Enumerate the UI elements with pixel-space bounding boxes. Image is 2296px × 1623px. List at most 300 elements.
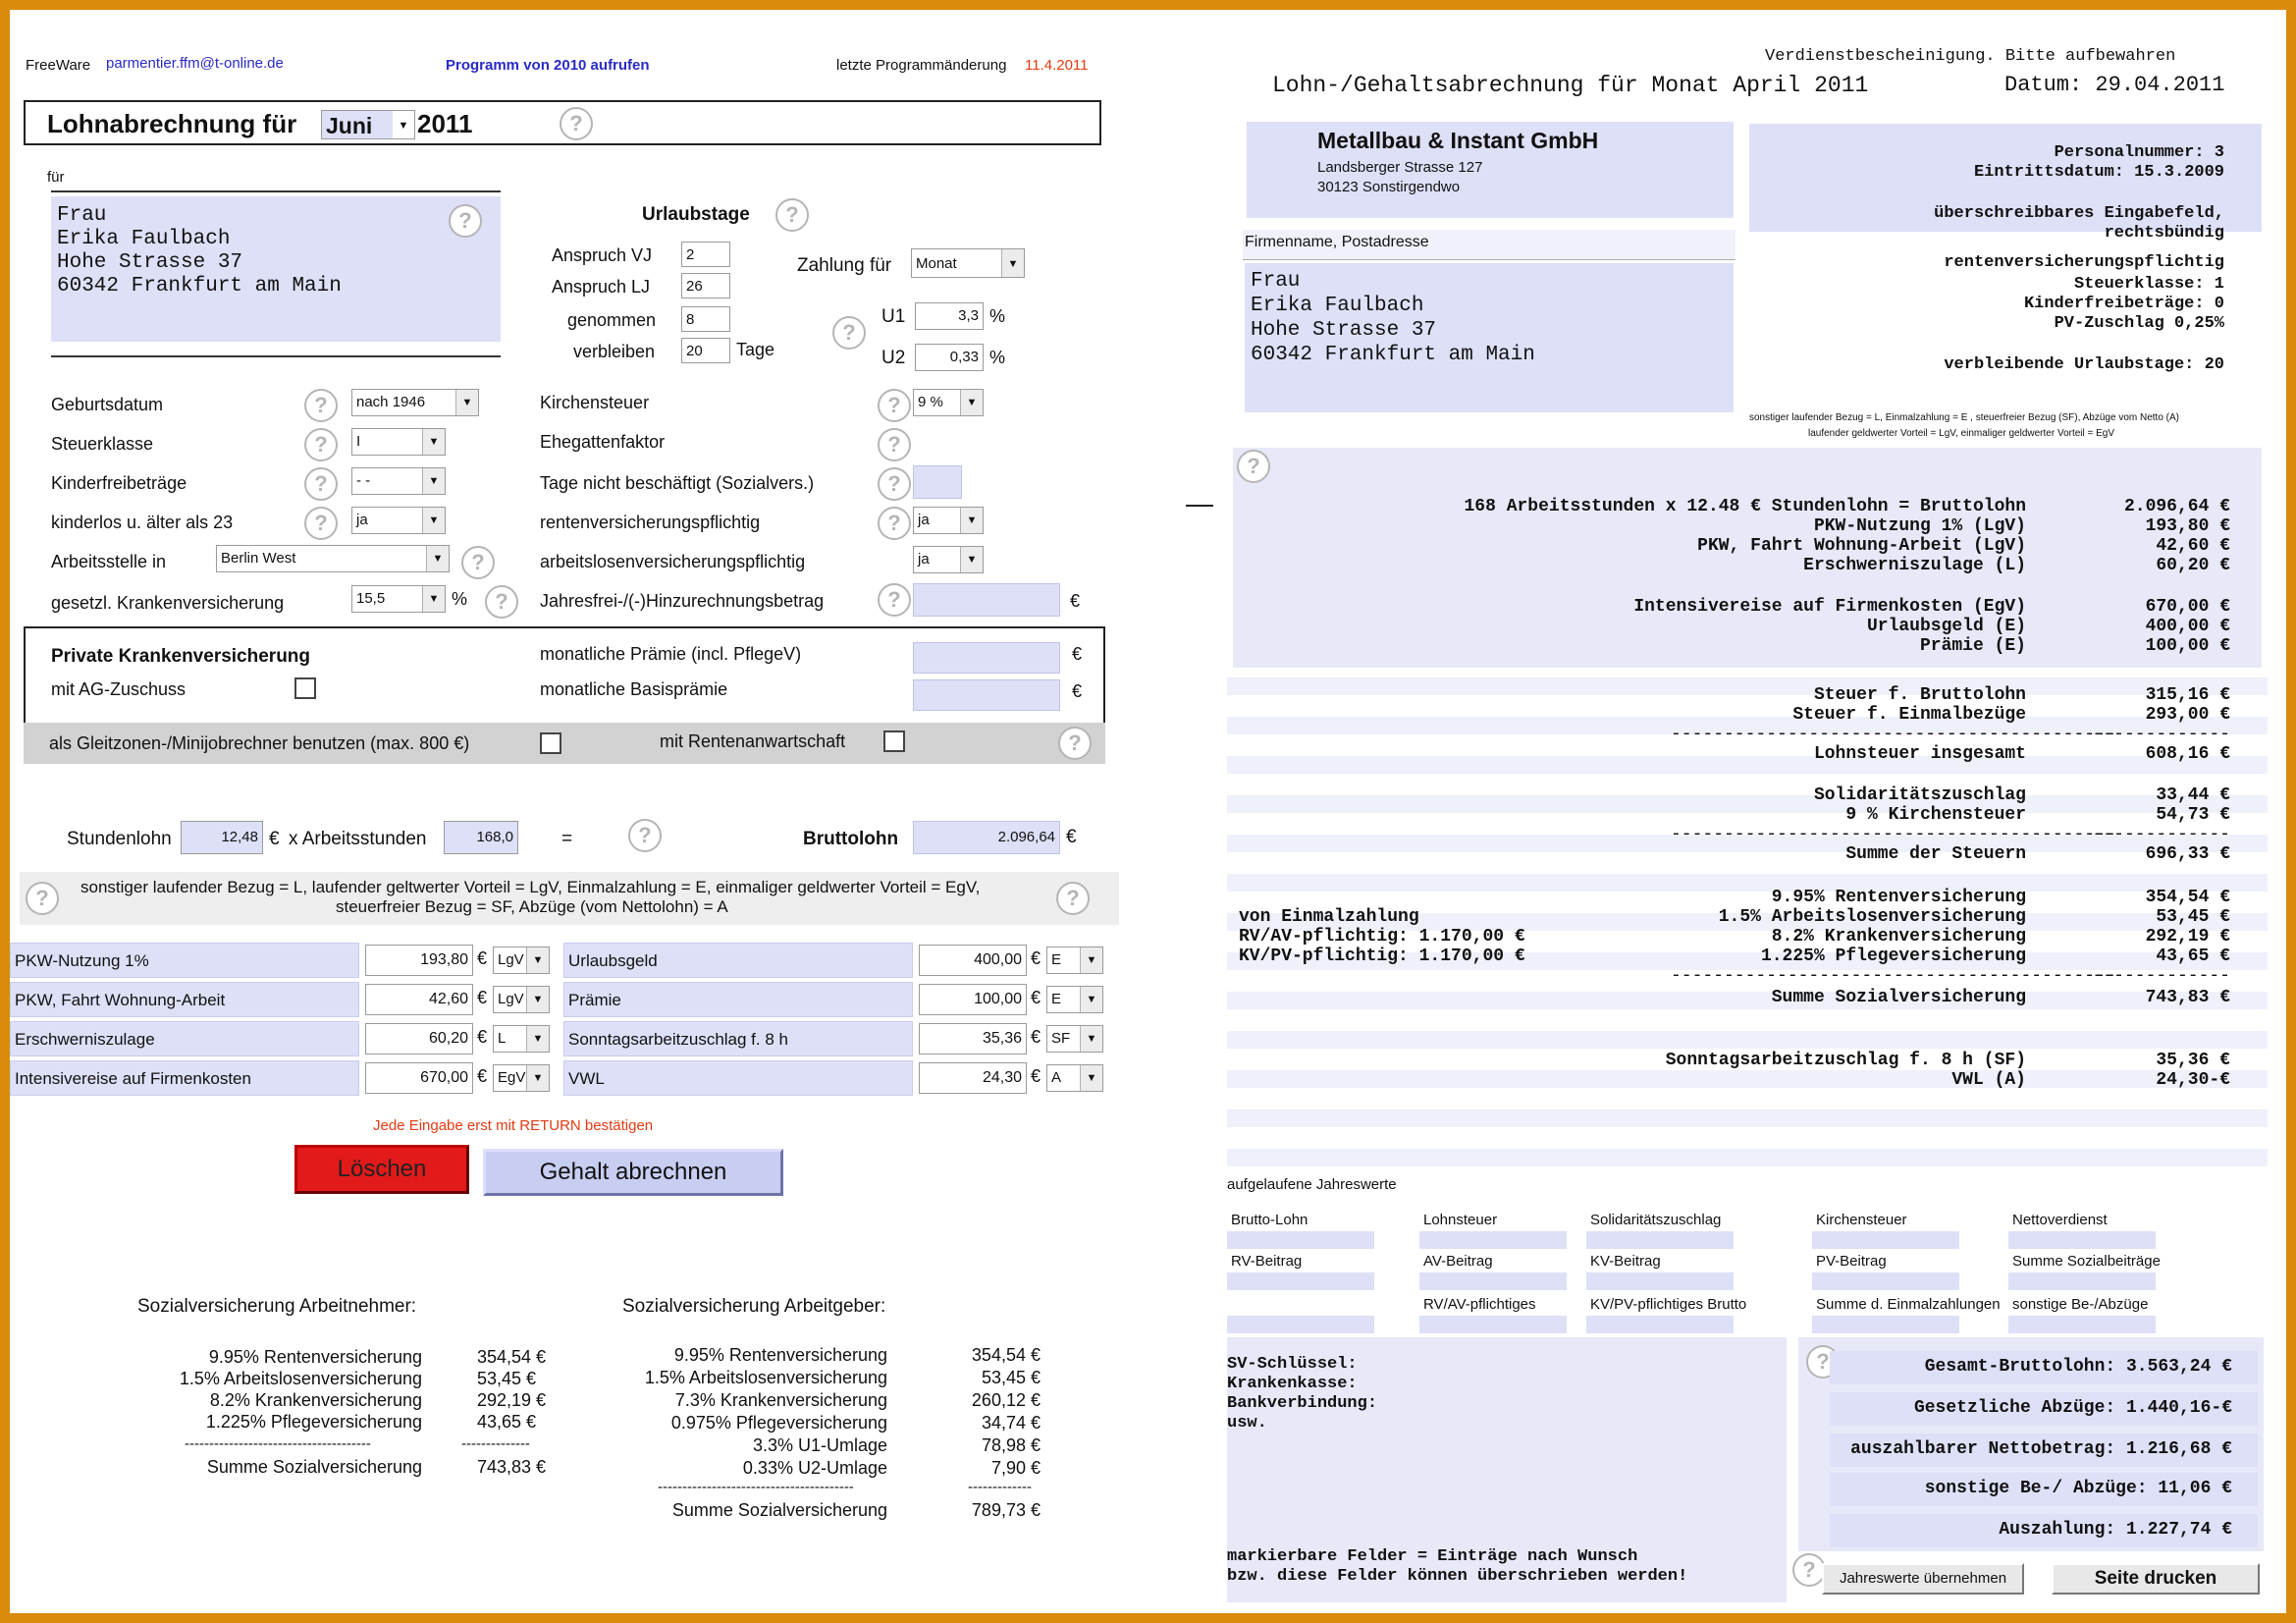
annual-value-label: PV-Beitrag: [1816, 1253, 1887, 1270]
stundenlohn-label: Stundenlohn: [67, 829, 172, 849]
annual-value-label: KV-Beitrag: [1590, 1253, 1661, 1270]
sv-ag-value: 260,12 €: [971, 1390, 1041, 1410]
sv-an-separator: --------------: [461, 1435, 530, 1452]
help-icon[interactable]: ?: [878, 428, 911, 461]
company-street: Landsberger Strasse 127: [1317, 159, 1483, 176]
sv-ag-separator: -------------: [968, 1479, 1032, 1495]
annual-value-field[interactable]: [1419, 1316, 1567, 1333]
sv-an-total-label: Summe Sozialversicherung: [206, 1457, 422, 1477]
euro-unit: €: [1031, 988, 1041, 1007]
chevron-down-icon: ▼: [526, 1026, 549, 1052]
krankenversicherung-select[interactable]: [351, 585, 446, 613]
statement-line-label: Summe der Steuern: [1845, 844, 2026, 864]
gleitzone-label: als Gleitzonen-/Minijobrechner benutzen (max. 800 €): [49, 733, 470, 753]
statement-line-label: VWL (A): [1951, 1070, 2026, 1090]
gehalt-abrechnen-button[interactable]: Gehalt abrechnen: [483, 1149, 783, 1196]
statement-line-label: 1.5% Arbeitslosenversicherung: [1718, 907, 2026, 927]
employee-info-line: rentenversicherungspflichtig: [1944, 253, 2224, 272]
chevron-down-icon: ▼: [526, 947, 549, 973]
help-icon[interactable]: ?: [1806, 1345, 1840, 1379]
annual-value-field[interactable]: [1419, 1231, 1567, 1249]
item-name: Intensivereise auf Firmenkosten: [10, 1060, 359, 1096]
chevron-down-icon: ▼: [422, 468, 445, 494]
item-code-select[interactable]: [493, 1064, 550, 1092]
rentenversicherungspflichtig-select[interactable]: [913, 507, 984, 534]
rentenversicherungspflichtig-value: ja: [918, 512, 930, 528]
item-name: PKW, Fahrt Wohnung-Arbeit: [10, 982, 359, 1017]
statement-band: [1227, 1031, 2268, 1049]
statement-line-value: 60,20 €: [2156, 556, 2230, 575]
employee-info-line: verbleibende Urlaubstage: 20: [1944, 355, 2224, 374]
statement-line-value: 35,36 €: [2156, 1051, 2230, 1070]
statement-side-note: KV/PV-pflichtig: 1.170,00 €: [1239, 947, 1525, 966]
sv-arbeitgeber-title: Sozialversicherung Arbeitgeber:: [622, 1296, 886, 1317]
annual-value-label: Nettoverdienst: [2012, 1212, 2108, 1228]
euro-unit: €: [1072, 644, 1083, 664]
arbeitslosenversicherungspflichtig-label: arbeitslosenversicherungspflichtig: [540, 552, 806, 571]
item-code-select[interactable]: [1046, 1064, 1103, 1092]
tage-nicht-beschaeftigt-input[interactable]: [913, 465, 962, 499]
jahresfrei-input[interactable]: [913, 583, 1060, 617]
employee-info-line: rechtsbündig: [2104, 224, 2224, 243]
item-value-input[interactable]: 24,30: [919, 1062, 1027, 1094]
address-line-2: Erika Faulbach: [1251, 295, 1424, 317]
annual-value-label: Solidaritätszuschlag: [1590, 1212, 1722, 1228]
steuerklasse-value: I: [356, 433, 361, 450]
chevron-down-icon: ▼: [1080, 987, 1102, 1012]
statement-line-value: 53,45 €: [2156, 907, 2230, 927]
item-code-value: E: [1051, 991, 1062, 1007]
totals-line: Gesamt-Bruttolohn: 3.563,24 €: [1924, 1357, 2232, 1377]
annual-value-field[interactable]: [1419, 1272, 1567, 1290]
statement-side-note: von Einmalzahlung: [1239, 907, 1419, 927]
item-name: Erschwerniszulage: [10, 1021, 359, 1056]
item-code-select[interactable]: [493, 947, 550, 974]
app-window: [10, 10, 2286, 1613]
annual-value-label: RV/AV-pflichtiges: [1423, 1296, 1536, 1313]
anspruch-lj-input[interactable]: 26: [681, 273, 730, 298]
sv-ag-label: 0.975% Pflegeversicherung: [670, 1413, 887, 1433]
statement-line-label: Prämie (E): [1919, 636, 2026, 656]
statement-line-value: 608,16 €: [2145, 744, 2230, 764]
statement-band: [1227, 1109, 2268, 1127]
statement-line-value: 43,65 €: [2156, 947, 2230, 966]
kinderfreibetraege-select[interactable]: [351, 467, 446, 495]
fuer-label: für: [47, 169, 65, 186]
annual-value-label: Summe d. Einmalzahlungen: [1816, 1296, 2001, 1313]
anspruch-vj-input[interactable]: 2: [681, 242, 730, 267]
arbeitsstunden-label: x Arbeitsstunden: [289, 829, 427, 849]
annual-value-field[interactable]: [1812, 1272, 1959, 1290]
geburtsdatum-select[interactable]: [351, 389, 479, 416]
kinderlos-select[interactable]: [351, 507, 446, 534]
euro-unit: €: [1031, 1027, 1041, 1047]
chevron-down-icon: ▼: [393, 111, 414, 138]
statement-side-note: RV/AV-pflichtig: 1.170,00 €: [1239, 927, 1525, 947]
annual-value-field[interactable]: [1812, 1231, 1959, 1249]
basispraemie-label: monatliche Basisprämie: [540, 679, 728, 699]
statement-line-value: 670,00 €: [2145, 597, 2230, 617]
annual-value-field[interactable]: [1227, 1272, 1374, 1290]
item-value-input[interactable]: 42,60: [365, 984, 473, 1015]
vacation-title: Urlaubstage: [642, 204, 750, 225]
item-code-value: A: [1051, 1069, 1062, 1086]
statement-line-label: Lohnsteuer insgesamt: [1813, 744, 2026, 764]
item-name: Urlaubsgeld: [563, 943, 913, 978]
euro-unit: €: [1072, 681, 1083, 701]
help-icon[interactable]: ?: [304, 428, 338, 461]
chevron-down-icon: ▼: [960, 390, 983, 415]
kirchensteuer-value: 9 %: [918, 394, 943, 410]
statement-line-label: Urlaubsgeld (E): [1866, 617, 2026, 636]
help-icon[interactable]: ?: [832, 316, 866, 350]
usw-label: usw.: [1227, 1414, 1267, 1433]
item-value-input[interactable]: 193,80: [365, 945, 473, 976]
rentenanwartschaft-label: mit Rentenanwartschaft: [660, 731, 846, 751]
sv-ag-label: 0.33% U2-Umlage: [742, 1458, 887, 1478]
krankenversicherung-label: gesetzl. Krankenversicherung: [51, 593, 285, 613]
verbleiben-input[interactable]: 20: [681, 338, 730, 363]
employee-info-line: PV-Zuschlag 0,25%: [2054, 314, 2224, 333]
sv-ag-label: 9.95% Rentenversicherung: [673, 1345, 887, 1365]
sv-ag-value: 78,98 €: [981, 1435, 1041, 1455]
annual-value-field[interactable]: [1586, 1231, 1734, 1249]
u1-label: U1: [881, 306, 906, 327]
euro-unit: €: [1066, 827, 1077, 847]
company-caption: Firmenname, Postadresse: [1245, 234, 1429, 250]
chevron-down-icon: ▼: [526, 1065, 549, 1091]
sv-an-label: 8.2% Krankenversicherung: [209, 1390, 422, 1410]
item-value-input[interactable]: 670,00: [365, 1062, 473, 1094]
help-icon[interactable]: ?: [485, 585, 518, 619]
item-code-select[interactable]: [493, 1025, 550, 1053]
statement-band: [1227, 1149, 2268, 1166]
kirchensteuer-label: Kirchensteuer: [540, 393, 650, 412]
employee-info-line: Steuerklasse: 1: [2073, 275, 2224, 294]
seite-drucken-button[interactable]: Seite drucken: [2052, 1563, 2260, 1595]
kinderlos-value: ja: [356, 512, 368, 528]
statement-line-value: 54,73 €: [2156, 805, 2230, 825]
statement-line-label: 9.95% Rentenversicherung: [1771, 888, 2026, 907]
sv-an-label: 9.95% Rentenversicherung: [208, 1347, 422, 1367]
bruttolohn-label: Bruttolohn: [803, 829, 899, 849]
sv-an-value: 43,65 €: [477, 1412, 537, 1432]
item-code-value: LgV: [498, 991, 524, 1007]
address-line-3: Hohe Strasse 37: [57, 251, 243, 274]
help-icon[interactable]: ?: [1058, 727, 1092, 760]
employee-info-line: überschreibbares Eingabefeld,: [1934, 204, 2224, 223]
statement-line-value: 193,80 €: [2145, 516, 2230, 536]
annual-value-label: Summe Sozialbeiträge: [2012, 1253, 2161, 1270]
loeschen-button[interactable]: Löschen: [294, 1145, 469, 1194]
sv-an-value: 354,54 €: [477, 1347, 547, 1367]
krankenversicherung-value: 15,5: [356, 590, 386, 607]
employee-info-line: Personalnummer: 3: [2054, 143, 2224, 162]
basispraemie-input[interactable]: [913, 679, 1060, 711]
author-email-link[interactable]: parmentier.ffm@t-online.de: [106, 55, 284, 72]
item-code-value: E: [1051, 951, 1062, 968]
anspruch-lj-label: Anspruch LJ: [552, 277, 651, 297]
sv-an-separator: --------------------------------------: [185, 1435, 371, 1452]
arbeitsstelle-label: Arbeitsstelle in: [51, 552, 167, 571]
statement-line-value: 33,44 €: [2156, 785, 2230, 805]
help-icon[interactable]: ?: [775, 198, 809, 232]
annual-value-field[interactable]: [1812, 1316, 1959, 1333]
company-city: 30123 Sonstirgendwo: [1317, 179, 1461, 195]
item-value-input[interactable]: 100,00: [919, 984, 1027, 1015]
statement-band: [1227, 874, 2268, 892]
item-name: PKW-Nutzung 1%: [10, 943, 359, 978]
gleitzone-checkbox[interactable]: [540, 732, 561, 754]
zahlung-fuer-label: Zahlung für: [797, 255, 892, 276]
item-value-input[interactable]: 400,00: [919, 945, 1027, 976]
item-name: VWL: [563, 1060, 913, 1096]
monatliche-praemie-input[interactable]: [913, 642, 1060, 674]
month-value: Juni: [326, 113, 373, 138]
u2-input[interactable]: 0,33: [915, 344, 984, 371]
chevron-down-icon: ▼: [1080, 1065, 1102, 1091]
help-icon[interactable]: ?: [304, 467, 338, 501]
annual-value-field[interactable]: [2008, 1272, 2156, 1290]
statement-separator: -------------: [2092, 725, 2230, 744]
program-2010-link[interactable]: Programm von 2010 aufrufen: [446, 57, 650, 74]
krankenkasse-label: Krankenkasse:: [1227, 1375, 1358, 1393]
employee-info-line: Eintrittsdatum: 15.3.2009: [1973, 163, 2224, 182]
u2-unit: %: [989, 348, 1006, 367]
item-code-value: EgV: [498, 1069, 526, 1086]
euro-unit: €: [1070, 591, 1081, 611]
percent-unit: %: [452, 589, 468, 609]
statement-line-value: 2.096,64 €: [2123, 497, 2230, 516]
address-line-4: 60342 Frankfurt am Main: [1251, 344, 1535, 366]
bankverbindung-label: Bankverbindung:: [1227, 1394, 1378, 1413]
chevron-down-icon: ▼: [426, 546, 449, 571]
arbeitsstelle-select[interactable]: [216, 545, 450, 572]
totals-line: Auszahlung: 1.227,74 €: [1999, 1520, 2232, 1540]
euro-unit: €: [477, 1066, 488, 1086]
verbleiben-label: verbleiben: [573, 342, 656, 361]
divider: [51, 190, 501, 192]
jahreswerte-uebernehmen-button[interactable]: Jahreswerte übernehmen: [1822, 1563, 2024, 1595]
statement-band: [1227, 756, 2268, 774]
legend-line-1: sonstiger laufender Bezug = L, Einmalzahlung = E , steuerfreier Bezug (SF), Abzüge vom Netto (A): [1749, 412, 2180, 423]
statement-line-value: 292,19 €: [2145, 927, 2230, 947]
freeware-label: FreeWare: [26, 57, 91, 74]
annual-value-field[interactable]: [1586, 1272, 1734, 1290]
annual-value-field[interactable]: [2008, 1316, 2156, 1333]
kinderlos-label: kinderlos u. älter als 23: [51, 513, 234, 532]
arbeitsstunden-input[interactable]: 168,0: [444, 821, 518, 854]
statement-line-label: Erschwerniszulage (L): [1803, 556, 2026, 575]
sv-ag-value: 34,74 €: [981, 1413, 1041, 1433]
euro-unit: €: [477, 1027, 488, 1047]
statement-line-label: Steuer f. Bruttolohn: [1813, 685, 2026, 705]
sv-an-value: 53,45 €: [477, 1369, 537, 1388]
genommen-label: genommen: [567, 310, 657, 330]
month-select[interactable]: [321, 110, 415, 139]
totals-line: auszahlbarer Nettobetrag: 1.216,68 €: [1850, 1439, 2232, 1459]
annual-value-label: AV-Beitrag: [1423, 1253, 1493, 1270]
arbeitsstelle-value: Berlin West: [221, 550, 296, 567]
statement-separator: ------------------------------------------: [1671, 966, 2116, 986]
statement-line-value: 354,54 €: [2145, 888, 2230, 907]
statement-line-label: Sonntagsarbeitzuschlag f. 8 h (SF): [1665, 1051, 2026, 1070]
item-value-input[interactable]: 60,20: [365, 1023, 473, 1055]
help-icon[interactable]: ?: [878, 467, 911, 501]
ag-zuschuss-label: mit AG-Zuschuss: [51, 679, 187, 699]
help-icon[interactable]: ?: [449, 204, 482, 238]
statement-band: [1227, 795, 2268, 813]
item-code-select[interactable]: [1046, 947, 1103, 974]
employee-info-line: Kinderfreibeträge: 0: [2023, 295, 2224, 313]
chevron-down-icon: ▼: [1080, 947, 1102, 973]
statement-line-value: 293,00 €: [2145, 705, 2230, 725]
steuerklasse-select[interactable]: [351, 428, 446, 456]
divider: [51, 355, 501, 357]
earnings-block: [1233, 448, 2262, 668]
kinderfreibetraege-label: Kinderfreibeträge: [51, 473, 187, 493]
stundenlohn-input[interactable]: 12,48: [181, 821, 263, 854]
help-icon[interactable]: ?: [878, 507, 911, 540]
ag-zuschuss-checkbox[interactable]: [294, 677, 316, 699]
anspruch-vj-label: Anspruch VJ: [552, 245, 653, 265]
sv-an-total-value: 743,83 €: [477, 1457, 547, 1477]
sv-ag-label: 7.3% Krankenversicherung: [674, 1390, 887, 1410]
sv-ag-label: 1.5% Arbeitslosenversicherung: [644, 1368, 887, 1387]
u1-input[interactable]: 3,3: [915, 302, 984, 330]
annual-value-field[interactable]: [1586, 1316, 1734, 1333]
private-kv-title: Private Krankenversicherung: [51, 646, 311, 667]
help-icon[interactable]: ?: [560, 107, 593, 140]
zahlung-fuer-value: Monat: [916, 255, 957, 272]
chevron-down-icon: ▼: [422, 429, 445, 455]
statement-line-value: 42,60 €: [2156, 536, 2230, 556]
legend-line-2: laufender geldwerter Vorteil = LgV, einmaliger geldwerter Vorteil = EgV: [1808, 428, 2115, 439]
sv-an-label: 1.5% Arbeitslosenversicherung: [179, 1369, 422, 1388]
sv-ag-value: 7,90 €: [990, 1458, 1041, 1478]
annual-value-label: sonstige Be-/Abzüge: [2012, 1296, 2149, 1313]
help-icon[interactable]: ?: [1056, 882, 1090, 915]
item-code-select[interactable]: [493, 986, 550, 1013]
help-icon[interactable]: ?: [461, 546, 495, 579]
tage-nicht-beschaeftigt-label: Tage nicht beschäftigt (Sozialvers.): [540, 473, 815, 493]
sv-arbeitnehmer-title: Sozialversicherung Arbeitnehmer:: [137, 1296, 417, 1317]
marked-fields-note-2: bzw. diese Felder können überschrieben werden!: [1227, 1567, 1688, 1586]
totals-line: sonstige Be-/ Abzüge: 11,06 €: [1924, 1479, 2232, 1498]
sv-an-label: 1.225% Pflegeversicherung: [205, 1412, 422, 1432]
zahlung-fuer-select[interactable]: [911, 248, 1025, 278]
help-icon[interactable]: ?: [628, 819, 662, 852]
item-name: Sonntagsarbeitzuschlag f. 8 h: [563, 1021, 913, 1056]
chevron-down-icon: ▼: [422, 508, 445, 533]
sv-ag-value: 53,45 €: [981, 1368, 1041, 1387]
tage-unit: Tage: [736, 340, 775, 359]
annual-value-field[interactable]: [2008, 1231, 2156, 1249]
statement-line-label: 1.225% Pflegeversicherung: [1760, 947, 2026, 966]
sv-schluessel-label: SV-Schlüssel:: [1227, 1355, 1358, 1374]
statement-separator: ------------------------------------------: [1671, 725, 2116, 744]
statement-line-label: Solidaritätszuschlag: [1813, 785, 2026, 805]
annual-values-title: aufgelaufene Jahreswerte: [1227, 1176, 1397, 1193]
statement-line-label: Steuer f. Einmalbezüge: [1792, 705, 2026, 725]
statement-line-label: 8.2% Krankenversicherung: [1771, 927, 2026, 947]
monatliche-praemie-label: monatliche Prämie (incl. PflegeV): [540, 644, 802, 664]
help-icon[interactable]: ?: [304, 389, 338, 422]
annual-value-field[interactable]: [1227, 1231, 1374, 1249]
help-icon[interactable]: ?: [26, 882, 59, 915]
address-line-4: 60342 Frankfurt am Main: [57, 275, 342, 298]
help-icon[interactable]: ?: [1237, 450, 1270, 483]
genommen-input[interactable]: 8: [681, 306, 730, 332]
address-line-1: Frau: [57, 204, 107, 227]
help-icon[interactable]: ?: [878, 389, 911, 422]
chevron-down-icon: ▼: [1001, 249, 1024, 277]
statement-band: [1227, 1070, 2268, 1088]
help-icon[interactable]: ?: [1792, 1553, 1826, 1587]
sv-ag-label: 3.3% U1-Umlage: [752, 1435, 887, 1455]
equals-sign: =: [561, 829, 573, 849]
last-change-label: letzte Programmänderung: [836, 57, 1007, 74]
jahresfrei-label: Jahresfrei-/(-)Hinzurechnungsbetrag: [540, 591, 825, 611]
year-value: 2011: [417, 109, 473, 138]
statement-line-label: 168 Arbeitsstunden x 12.48 € Stundenlohn = Bruttolohn: [1464, 497, 2026, 516]
rentenversicherungspflichtig-label: rentenversicherungspflichtig: [540, 513, 761, 532]
statement-band: [1227, 677, 2268, 695]
arbeitslosenversicherungspflichtig-value: ja: [918, 551, 930, 568]
annual-value-field[interactable]: [1227, 1316, 1374, 1333]
geburtsdatum-value: nach 1946: [356, 394, 426, 410]
kinderfreibetraege-value: - -: [356, 472, 371, 489]
item-code-select[interactable]: [1046, 1025, 1103, 1053]
address-line-2: Erika Faulbach: [57, 228, 231, 250]
statement-line-value: 315,16 €: [2145, 685, 2230, 705]
geburtsdatum-label: Geburtsdatum: [51, 395, 164, 414]
sv-an-value: 292,19 €: [477, 1390, 547, 1410]
chevron-down-icon: ▼: [960, 547, 983, 572]
annual-value-label: Brutto-Lohn: [1231, 1212, 1308, 1228]
address-line-1: Frau: [1251, 270, 1301, 293]
euro-unit: €: [477, 948, 488, 968]
last-change-date: 11.4.2011: [1025, 57, 1089, 74]
kirchensteuer-select[interactable]: [913, 389, 984, 416]
address-line-3: Hohe Strasse 37: [1251, 319, 1437, 342]
statement-line-value: 24,30-€: [2156, 1070, 2230, 1090]
help-icon[interactable]: ?: [878, 583, 911, 617]
item-name: Prämie: [563, 982, 913, 1017]
chevron-down-icon: ▼: [455, 390, 478, 415]
statement-separator: -------------: [2092, 966, 2230, 986]
statement-date: Datum: 29.04.2011: [2004, 73, 2225, 97]
company-name: Metallbau & Instant GmbH: [1317, 128, 1599, 153]
chevron-down-icon: ▼: [960, 508, 983, 533]
arbeitslosenversicherungspflichtig-select[interactable]: [913, 546, 984, 573]
statement-separator: ------------------------------------------: [1671, 825, 2116, 844]
help-icon[interactable]: ?: [304, 507, 338, 540]
statement-line-label: PKW-Nutzung 1% (LgV): [1813, 516, 2026, 536]
euro-unit: €: [1031, 948, 1041, 968]
panel-divider: [1186, 505, 1213, 507]
bruttolohn-value: 2.096,64: [913, 821, 1060, 854]
chevron-down-icon: ▼: [422, 586, 445, 612]
sv-ag-separator: ----------------------------------------: [658, 1479, 854, 1495]
rentenanwartschaft-checkbox[interactable]: [883, 730, 905, 752]
item-code-select[interactable]: [1046, 986, 1103, 1013]
item-code-value: L: [498, 1030, 507, 1047]
statement-line-value: 743,83 €: [2145, 988, 2230, 1007]
item-value-input[interactable]: 35,36: [919, 1023, 1027, 1055]
steuerklasse-label: Steuerklasse: [51, 434, 154, 454]
statement-line-label: PKW, Fahrt Wohnung-Arbeit (LgV): [1697, 536, 2026, 556]
